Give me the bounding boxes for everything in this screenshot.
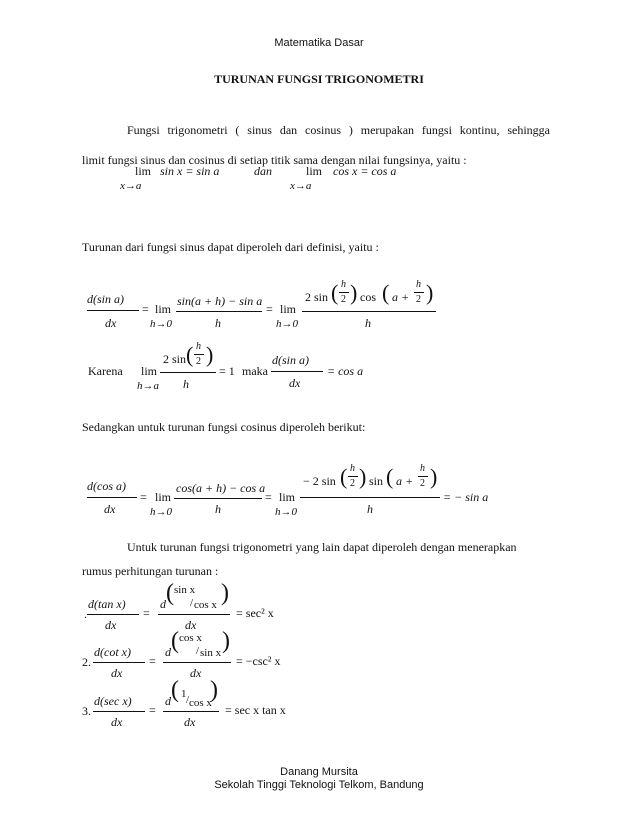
dan-word: dan xyxy=(254,164,272,178)
cos-den-2: h xyxy=(367,502,373,516)
sin-den-2: h xyxy=(365,316,371,330)
rule-eq: = xyxy=(143,606,150,620)
sin-lim-1: lim xyxy=(155,302,172,316)
rule-paren-r: ) xyxy=(210,677,218,703)
cos-frac-h: h xyxy=(350,463,355,474)
cos-frac-bar xyxy=(348,476,358,477)
sin-den-1: h xyxy=(215,316,221,330)
rule-d: d xyxy=(160,597,166,611)
footer-author: Danang Mursita xyxy=(280,766,358,778)
karena-rhs-num: d(sin a) xyxy=(272,353,309,367)
rule-lhs-den: dx xyxy=(111,715,123,729)
sinus-intro: Turunan dari fungsi sinus dapat diperoleh dari definisi, yaitu : xyxy=(82,240,379,254)
rule-inner-top: cos x xyxy=(179,632,202,644)
cos-lhs-bar xyxy=(87,497,137,498)
cos-h0-1: h→0 xyxy=(150,506,172,518)
cos-lhs-num: d(cos a) xyxy=(87,479,126,493)
cos-num-1: cos(a + h) − cos a xyxy=(176,481,266,495)
rule-d: d xyxy=(165,694,171,708)
rule-result: = sec x tan x xyxy=(225,703,286,717)
rule-result: = −csc² x xyxy=(236,654,281,668)
rule-paren-r: ) xyxy=(222,628,230,654)
cos-frac2-h: h xyxy=(420,463,425,474)
cos-eq-2: = xyxy=(265,490,272,504)
rule-slash: / xyxy=(186,694,190,706)
rule-inner-top: 1 xyxy=(181,688,187,700)
karena-rhs-den: dx xyxy=(289,376,301,390)
rule-inner-bot: sin x xyxy=(200,647,222,659)
lim-cos: lim xyxy=(306,164,323,178)
rule-lhs-bar xyxy=(93,711,145,712)
cos-lim-2: lim xyxy=(279,490,296,504)
cos-frac2-2: 2 xyxy=(420,478,425,489)
sin-lhs-bar xyxy=(87,310,139,311)
sin-bar-1 xyxy=(176,311,262,312)
sin-frac-bar xyxy=(339,292,349,293)
rule-den: dx xyxy=(190,666,202,680)
rule-inner-bot: cos x xyxy=(194,599,217,611)
sin-frac2-2: 2 xyxy=(416,294,421,305)
intro-line-1: Fungsi trigonometri ( sinus dan cosinus ) merupakan fungsi kontinu, sehingga xyxy=(127,123,550,137)
rule-paren-r: ) xyxy=(221,580,229,606)
rule-lhs-num: d(tan x) xyxy=(88,597,126,611)
rule-bar xyxy=(158,614,230,615)
karena-frac-h: h xyxy=(196,341,201,352)
rule-eq: = xyxy=(149,654,156,668)
paren-r2: ) xyxy=(426,280,434,305)
sin-lim-2: lim xyxy=(280,302,297,316)
rule-lhs-bar xyxy=(87,614,139,615)
karena-frac-bar xyxy=(194,354,204,355)
sin-bar-2 xyxy=(302,311,436,312)
lim-sin-sub: x→a xyxy=(120,180,142,192)
sin-lhs-den: dx xyxy=(105,316,117,330)
karena-paren-l: ( xyxy=(186,342,194,367)
sin-frac2-h: h xyxy=(416,279,421,290)
cos-paren-r2: ) xyxy=(430,464,438,489)
intro-line-2: limit fungsi sinus dan cosinus di setiap titik sama dengan nilai fungsinya, yaitu : xyxy=(82,153,467,167)
rule-inner-top: sin x xyxy=(174,584,196,596)
cos-den-1: h xyxy=(215,502,221,516)
other-line-1: Untuk turunan fungsi trigonometri yang lain dapat diperoleh dengan menerapkan xyxy=(127,540,517,554)
rule-d: d xyxy=(165,645,171,659)
cos-h0-2: h→0 xyxy=(275,506,297,518)
sin-h0-2: h→0 xyxy=(276,318,298,330)
rule-den: dx xyxy=(184,715,196,729)
cos-paren-l: ( xyxy=(340,464,348,489)
lim-sin: lim xyxy=(135,164,152,178)
cos-a-plus: a + xyxy=(396,474,414,488)
karena-result: = cos a xyxy=(327,364,364,378)
lim-cos-sub: x→a xyxy=(290,180,312,192)
paren-r: ) xyxy=(350,280,358,305)
karena-num: 2 sin xyxy=(163,352,187,366)
rule-label: 2. xyxy=(82,655,91,669)
page-header: Matematika Dasar xyxy=(274,37,364,49)
sin-num2-b: cos xyxy=(360,290,376,304)
rule-label: 3. xyxy=(82,704,91,718)
sin-lhs-num: d(sin a) xyxy=(87,292,124,306)
cos-eq-1: = xyxy=(140,490,147,504)
karena-rhs-bar xyxy=(271,371,323,372)
paren-l2: ( xyxy=(382,280,390,305)
sin-num-1: sin(a + h) − sin a xyxy=(177,294,263,308)
maka-word: maka xyxy=(242,364,268,378)
karena-bar xyxy=(160,372,216,373)
rule-slash: / xyxy=(190,597,194,609)
sin-frac-2: 2 xyxy=(341,294,346,305)
karena-den: h xyxy=(183,377,189,391)
rule-bar xyxy=(163,711,219,712)
sin-eq-1: = xyxy=(142,302,149,316)
cos-bar-1 xyxy=(174,498,262,499)
sin-eq-2: = xyxy=(266,302,273,316)
cos-lim-1: lim xyxy=(155,490,172,504)
cos-frac2-bar xyxy=(418,476,428,477)
rule-slash: / xyxy=(196,645,200,657)
other-line-2: rumus perhitungan turunan : xyxy=(82,564,219,578)
cosinus-intro: Sedangkan untuk turunan fungsi cosinus diperoleh berikut: xyxy=(82,420,366,434)
cos-num2-b: sin xyxy=(369,474,384,488)
rule-lhs-den: dx xyxy=(105,618,117,632)
rule-label: . xyxy=(84,607,87,621)
cos-paren-l2: ( xyxy=(386,464,394,489)
karena-lim: lim xyxy=(141,364,158,378)
document-title: TURUNAN FUNGSI TRIGONOMETRI xyxy=(214,72,424,86)
sin-frac-h: h xyxy=(341,279,346,290)
footer-institution: Sekolah Tinggi Teknologi Telkom, Bandung xyxy=(214,779,424,791)
sin-num2-a: 2 sin xyxy=(305,290,329,304)
cos-bar-2 xyxy=(300,497,440,498)
sin-a-plus: a + xyxy=(392,290,410,304)
karena-paren-r: ) xyxy=(206,342,214,367)
cos-lhs-den: dx xyxy=(104,502,116,516)
rule-paren-l: ( xyxy=(166,580,174,606)
rule-lhs-num: d(sec x) xyxy=(94,694,132,708)
cos-num2-a: − 2 sin xyxy=(303,474,336,488)
rule-lhs-num: d(cot x) xyxy=(94,645,131,659)
rule-paren-l: ( xyxy=(171,677,179,703)
sin-frac2-bar xyxy=(414,292,424,293)
cos-paren-r: ) xyxy=(359,464,367,489)
karena-eq1: = 1 xyxy=(219,364,235,378)
rule-bar xyxy=(163,662,231,663)
sin-limit-expr: sin x = sin a xyxy=(160,164,220,178)
karena-frac-2: 2 xyxy=(196,356,201,367)
paren-l: ( xyxy=(331,280,339,305)
rule-inner-bot: cos x xyxy=(189,697,212,709)
rule-den: dx xyxy=(185,618,197,632)
rule-result: = sec² x xyxy=(236,606,274,620)
cos-limit-expr: cos x = cos a xyxy=(333,164,397,178)
rule-eq: = xyxy=(149,703,156,717)
karena-word: Karena xyxy=(88,364,123,378)
rule-paren-l: ( xyxy=(171,628,179,654)
cos-result: = − sin a xyxy=(443,490,489,504)
karena-sub: h→a xyxy=(137,380,159,392)
sin-h0-1: h→0 xyxy=(150,318,172,330)
cos-frac-2: 2 xyxy=(350,478,355,489)
rule-lhs-den: dx xyxy=(111,666,123,680)
rule-lhs-bar xyxy=(93,662,145,663)
